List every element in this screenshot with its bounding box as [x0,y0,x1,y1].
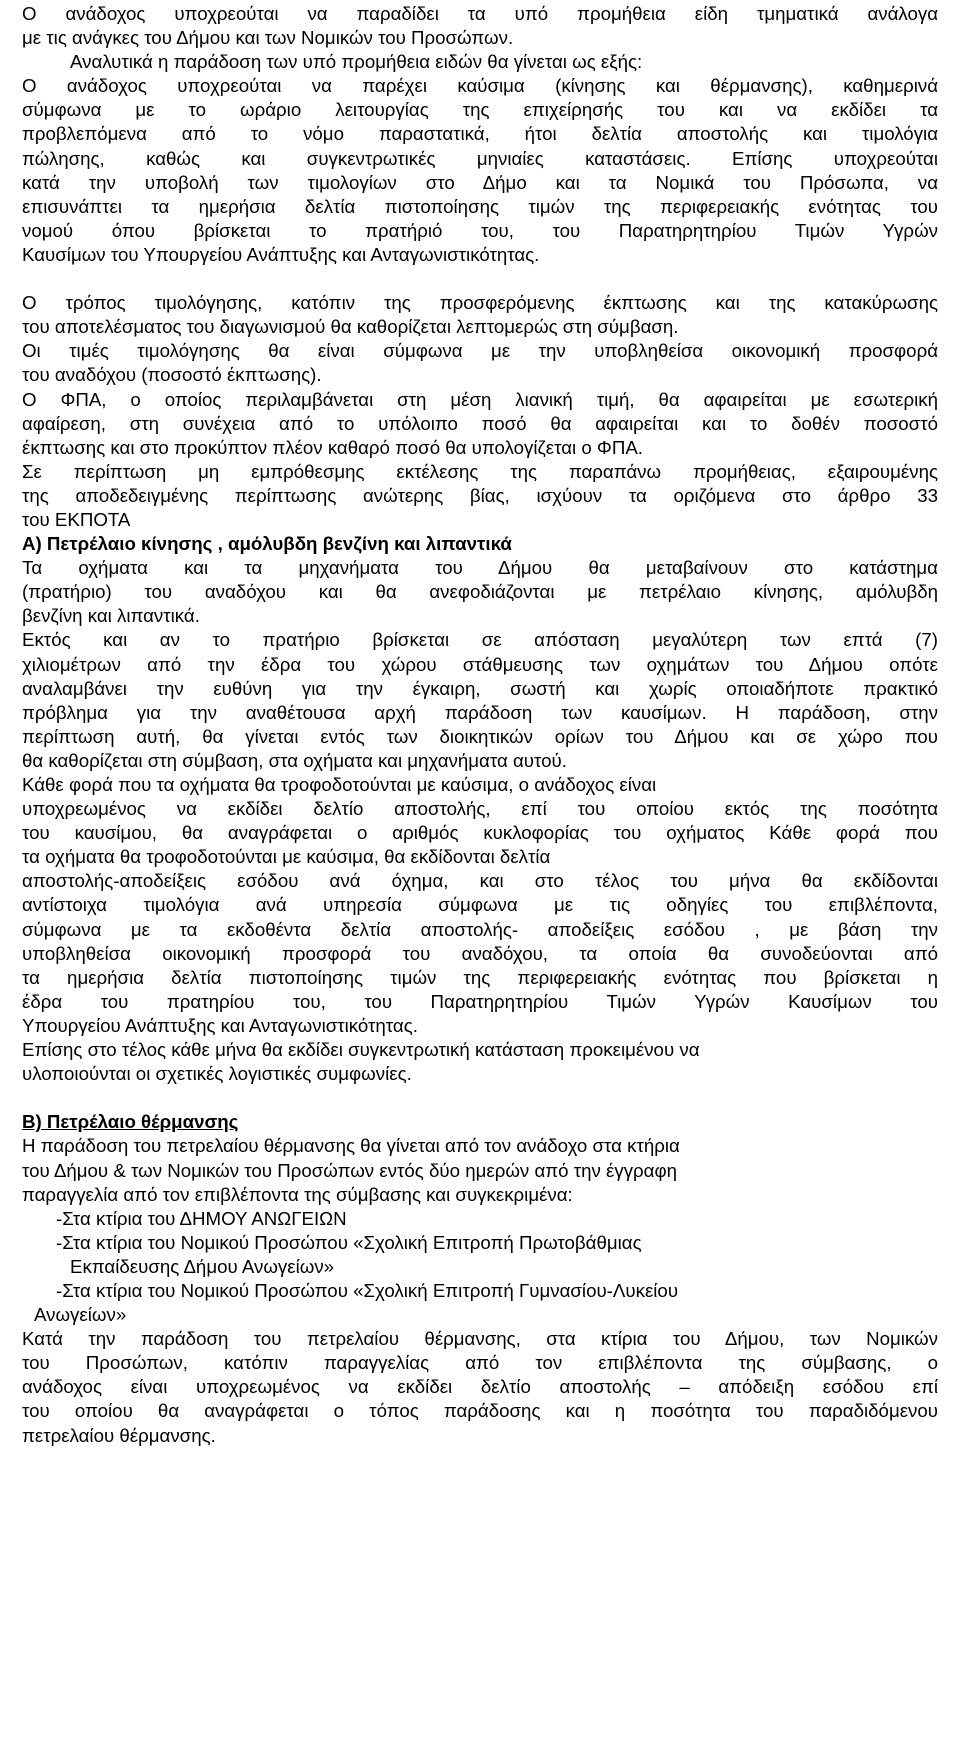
section-heading-b: Β) Πετρέλαιο θέρμανσης [22,1111,239,1133]
text-line: Τα οχήματα και τα μηχανήματα του Δήμου θα μεταβαίνουν στο κατάστημα [22,557,938,579]
text-line: επισυνάπτει τα ημερήσια δελτία πιστοποίησης τιμών της περιφερειακής ενότητας του [22,195,938,217]
text-line: υλοποιούνται οι σχετικές λογιστικές συμφωνίες. [22,1063,412,1085]
text-line: Κατά την παράδοση του πετρελαίου θέρμανσης, στα κτίρια του Δήμου, των Νομικών [22,1328,938,1350]
text-line: Οι τιμές τιμολόγησης θα είναι σύμφωνα με την υποβληθείσα οικονομική προσφορά [22,340,938,362]
text-line: πετρελαίου θέρμανσης. [22,1424,216,1446]
text-line: χιλιομέτρων από την έδρα του χώρου στάθμευσης των οχημάτων του Δήμου οπότε [22,653,938,675]
text-line: του Δήμου & των Νομικών του Προσώπων εντός δύο ημερών από την έγγραφη [22,1159,678,1181]
blank-line [22,1086,938,1110]
text-line: παραγγελία από τον επιβλέποντα της σύμβασης και συγκεκριμένα: [22,1183,573,1205]
list-item: -Στα κτίρια του ΔΗΜΟΥ ΑΝΩΓΕΙΩΝ [56,1207,347,1229]
text-line: βενζίνη και λιπαντικά. [22,605,200,627]
text-line: σύμφωνα με τα εκδοθέντα δελτία αποστολής- αποδείξεις εσόδου , με βάση την [22,918,938,940]
text-line: (πρατήριο) του αναδόχου και θα ανεφοδιάζονται με πετρέλαιο κίνησης, αμόλυβδη [22,581,938,603]
text-line: του αναδόχου (ποσοστό έκπτωσης). [22,364,322,386]
text-line: Εκτός και αν το πρατήριο βρίσκεται σε απόσταση μεγαλύτερη των επτά (7) [22,629,938,651]
text-line: του ΕΚΠΟΤΑ [22,508,131,530]
text-line: Καυσίμων του Υπουργείου Ανάπτυξης και Ανταγωνιστικότητας. [22,243,540,265]
text-line: της αποδεδειγμένης περίπτωσης ανώτερης βίας, ισχύουν τα οριζόμενα στο άρθρο 33 [22,484,938,506]
text-line: τα οχήματα θα τροφοδοτούνται με καύσιμα, θα εκδίδονται δελτία [22,846,551,868]
text-line: αφαίρεση, στη συνέχεια από το υπόλοιπο ποσό θα αφαιρείται και το δοθέν ποσοστό [22,412,938,434]
text-line: Ο τρόπος τιμολόγησης, κατόπιν της προσφερόμενης έκπτωσης και της κατακύρωσης [22,292,938,314]
text-line: αποστολής-αποδείξεις εσόδου ανά όχημα, και στο τέλος του μήνα θα εκδίδονται [22,870,938,892]
text-line: Σε περίπτωση μη εμπρόθεσμης εκτέλεσης της παραπάνω προμήθειας, εξαιρουμένης [22,460,938,482]
text-line: Ο ανάδοχος υποχρεούται να παρέχει καύσιμα (κίνησης και θέρμανσης), καθημερινά [22,75,938,97]
text-line: περίπτωση αυτή, θα γίνεται εντός των διοικητικών ορίων του Δήμου και σε χώρο που [22,725,938,747]
text-line: έκπτωσης και στο προκύπτον πλέον καθαρό ποσό θα υπολογίζεται ο ΦΠΑ. [22,436,643,458]
text-line: κατά την υποβολή των τιμολογίων στο Δήμο και τα Νομικά του Πρόσωπα, να [22,171,938,193]
section-heading-a: Α) Πετρέλαιο κίνησης , αμόλυβδη βενζίνη και λιπαντικά [22,533,512,555]
text-line: σύμφωνα με το ωράριο λειτουργίας της επιχείρησής του και να εκδίδει τα [22,99,938,121]
text-line: Υπουργείου Ανάπτυξης και Ανταγωνιστικότητας. [22,1014,418,1036]
text-line: Αναλυτικά η παράδοση των υπό προμήθεια ειδών θα γίνεται ως εξής: [70,51,643,73]
text-line: νομού όπου βρίσκεται το πρατήριό του, του Παρατηρητηρίου Τιμών Υγρών [22,219,938,241]
text-line: του αποτελέσματος του διαγωνισμού θα καθορίζεται λεπτομερώς στη σύμβαση. [22,316,679,338]
text-line: πρόβλημα για την αναθέτουσα αρχή παράδοση των καυσίμων. Η παράδοση, στην [22,701,938,723]
list-item-continuation: Ανωγείων» [34,1304,127,1326]
text-line: έδρα του πρατηρίου του, του Παρατηρητηρίου Τιμών Υγρών Καυσίμων του [22,990,938,1012]
text-line: υποβληθείσα οικονομική προσφορά του αναδόχου, τα οποία θα συνοδεύονται από [22,942,938,964]
text-line: Η παράδοση του πετρελαίου θέρμανσης θα γίνεται από τον ανάδοχο στα κτήρια [22,1135,680,1157]
text-line: θα καθορίζεται στη σύμβαση, στα οχήματα και μηχανήματα αυτού. [22,749,567,771]
text-line: με τις ανάγκες του Δήμου και των Νομικών του Προσώπων. [22,27,514,49]
text-line: του Προσώπων, κατόπιν παραγγελίας από τον επιβλέποντα της σύμβασης, ο [22,1352,938,1374]
text-line: Ο ανάδοχος υποχρεούται να παραδίδει τα υπό προμήθεια είδη τμηματικά ανάλογα [22,3,938,24]
text-line: του καυσίμου, θα αναγράφεται ο αριθμός κυκλοφορίας του οχήματος Κάθε φορά που [22,822,938,844]
text-line: υποχρεωμένος να εκδίδει δελτίο αποστολής, επί του οποίου εκτός της ποσότητα [22,798,938,820]
list-item-continuation: Εκπαίδευσης Δήμου Ανωγείων» [70,1255,335,1277]
text-line: προβλεπόμενα από το νόμο παραστατικά, ήτοι δελτία αποστολής και τιμολόγια [22,123,938,145]
text-line: πώλησης, καθώς και συγκεντρωτικές μηνιαίες καταστάσεις. Επίσης υποχρεούται [22,147,938,169]
text-line: αντίστοιχα τιμολόγια ανά υπηρεσία σύμφωνα με τις οδηγίες του επιβλέποντα, [22,894,938,916]
text-line: αναλαμβάνει την ευθύνη για την έγκαιρη, σωστή και χωρίς οποιαδήποτε πρακτικό [22,677,938,699]
text-line: Επίσης στο τέλος κάθε μήνα θα εκδίδει συγκεντρωτική κατάσταση προκειμένου να [22,1039,700,1061]
text-line: του οποίου θα αναγράφεται ο τόπος παράδοσης και η ποσότητα του παραδιδόμενου [22,1400,938,1422]
text-line: Ο ΦΠΑ, ο οποίος περιλαμβάνεται στη μέση λιανική τιμή, θα αφαιρείται με εσωτερική [22,388,938,410]
list-item: -Στα κτίρια του Νομικού Προσώπου «Σχολική Επιτροπή Γυμνασίου-Λυκείου [56,1279,679,1301]
list-item: -Στα κτίρια του Νομικού Προσώπου «Σχολική Επιτροπή Πρωτοβάθμιας [56,1231,642,1253]
text-line: τα ημερήσια δελτία πιστοποίησης τιμών της περιφερειακής ενότητας που βρίσκεται η [22,966,938,988]
blank-line [22,267,938,291]
text-line: Κάθε φορά που τα οχήματα θα τροφοδοτούνται με καύσιμα, ο ανάδοχος είναι [22,774,657,795]
text-line: ανάδοχος είναι υποχρεωμένος να εκδίδει δελτίο αποστολής – απόδειξη εσόδου επί [22,1376,938,1398]
